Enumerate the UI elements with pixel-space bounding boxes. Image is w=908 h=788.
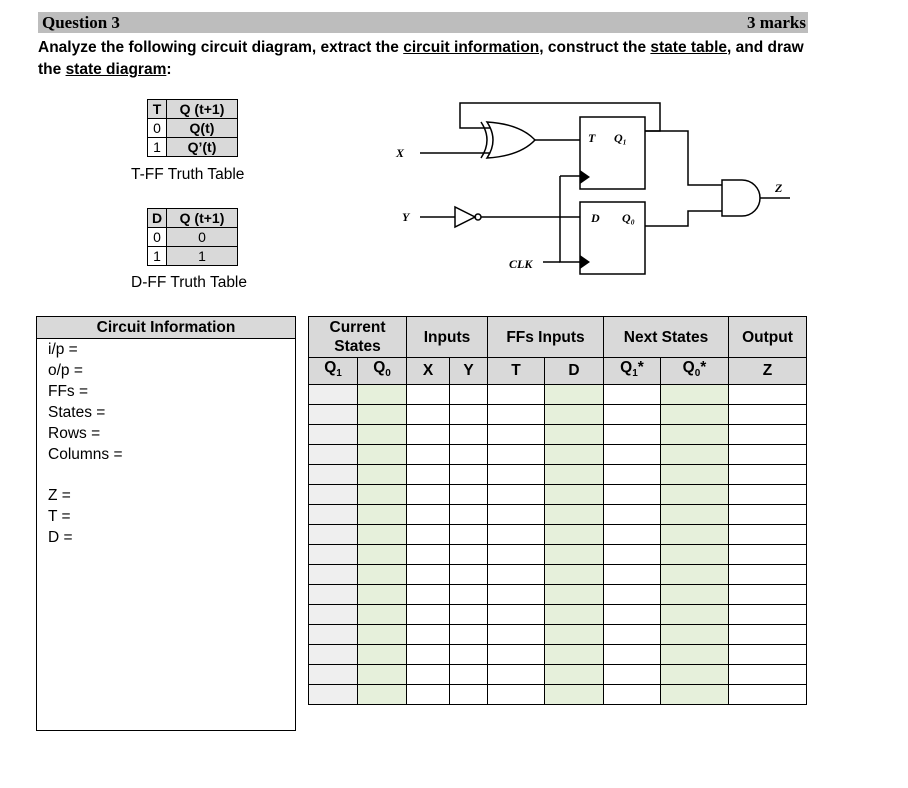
state-cell[interactable] — [309, 465, 358, 485]
state-cell[interactable] — [450, 645, 488, 665]
state-cell[interactable] — [450, 525, 488, 545]
tff-header-q: Q (t+1) — [167, 100, 238, 119]
state-cell[interactable] — [545, 645, 604, 665]
state-cell[interactable] — [450, 485, 488, 505]
state-cell[interactable] — [729, 505, 807, 525]
info-eq-t: T = — [48, 508, 71, 525]
table-row — [309, 485, 807, 505]
state-cell[interactable] — [729, 645, 807, 665]
t-flipflop — [580, 117, 645, 189]
state-cell[interactable] — [488, 385, 545, 405]
tff-truth-table — [147, 99, 238, 157]
state-cell[interactable] — [545, 665, 604, 685]
state-cell[interactable] — [309, 485, 358, 505]
state-cell[interactable] — [661, 605, 729, 625]
state-cell[interactable] — [309, 445, 358, 465]
and-gate — [722, 180, 760, 216]
dff-header-q: Q (t+1) — [167, 209, 238, 228]
instr-underline-3: state diagram — [65, 61, 167, 78]
table-row — [309, 545, 807, 565]
state-cell[interactable] — [309, 545, 358, 565]
state-cell[interactable] — [407, 445, 450, 465]
table-row — [309, 405, 807, 425]
state-cell[interactable] — [729, 445, 807, 465]
dff-header-d: D — [148, 209, 167, 228]
state-cell[interactable] — [358, 585, 407, 605]
state-cell[interactable] — [488, 605, 545, 625]
state-cell[interactable] — [358, 465, 407, 485]
dff-cell: 0 — [148, 228, 167, 247]
group-next-states: Next States — [604, 317, 729, 358]
circuit-info-title: Circuit Information — [37, 317, 295, 339]
state-cell[interactable] — [488, 405, 545, 425]
state-cell[interactable] — [407, 605, 450, 625]
state-cell[interactable] — [729, 585, 807, 605]
state-cell[interactable] — [450, 665, 488, 685]
state-cell[interactable] — [407, 625, 450, 645]
info-eq-z: Z = — [48, 487, 71, 504]
state-cell[interactable] — [407, 585, 450, 605]
state-cell[interactable] — [545, 525, 604, 545]
instr-text-2: construct the — [543, 39, 651, 56]
state-cell[interactable] — [661, 405, 729, 425]
state-cell[interactable] — [358, 425, 407, 445]
table-row — [309, 385, 807, 405]
label-q1: Q₁ — [614, 131, 627, 145]
state-cell[interactable] — [545, 465, 604, 485]
label-q0: Q₀ — [622, 211, 635, 225]
state-cell[interactable] — [545, 425, 604, 445]
state-table — [308, 316, 807, 705]
state-cell[interactable] — [488, 525, 545, 545]
state-cell[interactable] — [488, 565, 545, 585]
state-cell[interactable] — [309, 625, 358, 645]
state-cell[interactable] — [604, 465, 661, 485]
state-cell[interactable] — [309, 605, 358, 625]
state-cell[interactable] — [604, 485, 661, 505]
q1-wire — [645, 131, 722, 185]
state-cell[interactable] — [488, 425, 545, 445]
col-q0-next: $Q_0*$ — [661, 358, 729, 385]
state-cell[interactable] — [604, 645, 661, 665]
state-cell[interactable] — [545, 625, 604, 645]
col-x: X — [407, 358, 450, 385]
state-cell[interactable] — [309, 385, 358, 405]
table-row — [309, 605, 807, 625]
state-cell[interactable] — [358, 685, 407, 705]
state-cell[interactable] — [604, 405, 661, 425]
q0-wire — [645, 211, 722, 226]
instructions — [38, 37, 818, 81]
label-z: Z — [775, 181, 783, 195]
instr-underline-1: circuit information, — [403, 39, 544, 56]
state-cell[interactable] — [309, 665, 358, 685]
table-row — [309, 565, 807, 585]
tff-header-t: T — [148, 100, 167, 119]
state-cell[interactable] — [407, 545, 450, 565]
state-cell[interactable] — [450, 625, 488, 645]
inverter-gate — [455, 207, 475, 227]
state-cell[interactable] — [450, 545, 488, 565]
state-cell[interactable] — [604, 625, 661, 645]
state-cell[interactable] — [661, 685, 729, 705]
tff-cell: Q’(t) — [167, 138, 238, 157]
state-cell[interactable] — [309, 505, 358, 525]
table-row — [309, 645, 807, 665]
tff-cell: 1 — [148, 138, 167, 157]
state-cell[interactable] — [407, 565, 450, 585]
label-y: Y — [402, 210, 410, 224]
table-row — [309, 625, 807, 645]
state-cell[interactable] — [661, 505, 729, 525]
label-clk: CLK — [509, 257, 533, 271]
state-cell[interactable] — [661, 645, 729, 665]
state-cell[interactable] — [661, 585, 729, 605]
state-cell[interactable] — [450, 685, 488, 705]
state-cell[interactable] — [450, 405, 488, 425]
state-cell[interactable] — [545, 485, 604, 505]
state-cell[interactable] — [661, 665, 729, 685]
state-cell[interactable] — [358, 545, 407, 565]
state-cell[interactable] — [729, 605, 807, 625]
state-cell[interactable] — [729, 685, 807, 705]
state-cell[interactable] — [604, 605, 661, 625]
state-cell[interactable] — [488, 505, 545, 525]
state-cell[interactable] — [729, 385, 807, 405]
state-cell[interactable] — [309, 685, 358, 705]
state-cell[interactable] — [407, 525, 450, 545]
state-cell[interactable] — [604, 445, 661, 465]
col-d: D — [545, 358, 604, 385]
state-cell[interactable] — [450, 385, 488, 405]
table-row — [309, 665, 807, 685]
info-rows: Rows = — [48, 425, 101, 442]
group-output: Output — [729, 317, 807, 358]
state-cell[interactable] — [309, 645, 358, 665]
state-cell[interactable] — [661, 485, 729, 505]
state-cell[interactable] — [729, 405, 807, 425]
state-cell[interactable] — [545, 685, 604, 705]
table-row — [309, 445, 807, 465]
state-cell[interactable] — [488, 465, 545, 485]
col-y: Y — [450, 358, 488, 385]
state-cell[interactable] — [661, 565, 729, 585]
state-cell[interactable] — [358, 565, 407, 585]
label-x: X — [396, 146, 405, 160]
state-cell[interactable] — [358, 605, 407, 625]
instr-text-4: : — [166, 61, 172, 78]
state-cell[interactable] — [309, 405, 358, 425]
state-cell[interactable] — [604, 665, 661, 685]
dff-cell: 0 — [167, 228, 238, 247]
state-cell[interactable] — [545, 445, 604, 465]
state-cell[interactable] — [358, 445, 407, 465]
state-cell[interactable] — [488, 585, 545, 605]
table-row — [309, 425, 807, 445]
state-cell[interactable] — [407, 685, 450, 705]
circuit-information-box — [36, 316, 296, 731]
state-cell[interactable] — [407, 645, 450, 665]
state-cell[interactable] — [729, 625, 807, 645]
state-cell[interactable] — [358, 485, 407, 505]
state-cell[interactable] — [488, 645, 545, 665]
state-cell[interactable] — [604, 545, 661, 565]
state-cell[interactable] — [407, 425, 450, 445]
group-inputs: Inputs — [407, 317, 488, 358]
table-row — [309, 505, 807, 525]
col-q1: $Q_1$ — [309, 358, 358, 385]
state-cell[interactable] — [729, 525, 807, 545]
state-cell[interactable] — [309, 565, 358, 585]
state-cell[interactable] — [661, 465, 729, 485]
tff-cell: 0 — [148, 119, 167, 138]
state-cell[interactable] — [358, 645, 407, 665]
state-cell[interactable] — [604, 525, 661, 545]
col-z: Z — [729, 358, 807, 385]
dff-cell: 1 — [148, 247, 167, 266]
info-states: States = — [48, 404, 106, 421]
state-cell[interactable] — [358, 405, 407, 425]
state-cell[interactable] — [604, 585, 661, 605]
instr-underline-2: state table — [650, 39, 728, 56]
table-row — [309, 465, 807, 485]
state-cell[interactable] — [545, 505, 604, 525]
state-cell[interactable] — [450, 465, 488, 485]
state-cell[interactable] — [450, 605, 488, 625]
instr-text-3: , and draw the — [38, 39, 804, 78]
state-cell[interactable] — [488, 445, 545, 465]
state-cell[interactable] — [450, 445, 488, 465]
state-cell[interactable] — [450, 565, 488, 585]
state-cell[interactable] — [729, 485, 807, 505]
state-cell[interactable] — [309, 525, 358, 545]
state-cell[interactable] — [488, 685, 545, 705]
col-q0: $Q_0$ — [358, 358, 407, 385]
label-t: T — [588, 131, 596, 145]
state-cell[interactable] — [661, 445, 729, 465]
state-cell[interactable] — [729, 665, 807, 685]
state-cell[interactable] — [661, 385, 729, 405]
tff-cell: Q(t) — [167, 119, 238, 138]
state-cell[interactable] — [545, 385, 604, 405]
info-ffs: FFs = — [48, 383, 89, 400]
state-cell[interactable] — [407, 485, 450, 505]
state-cell[interactable] — [545, 605, 604, 625]
state-cell[interactable] — [545, 405, 604, 425]
state-cell[interactable] — [450, 425, 488, 445]
state-cell[interactable] — [729, 425, 807, 445]
state-cell[interactable] — [407, 385, 450, 405]
dff-cell: 1 — [167, 247, 238, 266]
xor-gate — [487, 122, 535, 158]
state-cell[interactable] — [545, 585, 604, 605]
state-cell[interactable] — [604, 685, 661, 705]
state-cell[interactable] — [661, 525, 729, 545]
label-d: D — [591, 211, 600, 225]
group-current-states: Current States — [309, 317, 407, 358]
state-cell[interactable] — [450, 585, 488, 605]
d-clock-triangle — [580, 255, 590, 269]
state-cell[interactable] — [488, 625, 545, 645]
state-cell[interactable] — [358, 665, 407, 685]
state-cell[interactable] — [358, 505, 407, 525]
state-cell[interactable] — [729, 545, 807, 565]
state-cell[interactable] — [407, 505, 450, 525]
info-op: o/p = — [48, 362, 83, 379]
state-cell[interactable] — [358, 525, 407, 545]
question-title: Question 3 — [42, 13, 120, 32]
state-cell[interactable] — [407, 405, 450, 425]
state-cell[interactable] — [450, 505, 488, 525]
state-cell[interactable] — [407, 465, 450, 485]
state-cell[interactable] — [729, 465, 807, 485]
state-cell[interactable] — [309, 585, 358, 605]
state-cell[interactable] — [604, 565, 661, 585]
instr-text-1: Analyze the following circuit diagram, extract the — [38, 39, 404, 56]
info-columns: Columns = — [48, 446, 123, 463]
dff-caption: D-FF Truth Table — [131, 274, 248, 291]
question-marks: 3 marks — [746, 13, 806, 32]
clk-branch — [560, 176, 580, 262]
state-cell[interactable] — [358, 625, 407, 645]
table-row — [309, 585, 807, 605]
circuit-diagram — [388, 96, 798, 281]
state-cell[interactable] — [729, 565, 807, 585]
state-cell[interactable] — [661, 625, 729, 645]
state-cell[interactable] — [358, 385, 407, 405]
table-row — [309, 525, 807, 545]
state-cell[interactable] — [488, 545, 545, 565]
state-cell[interactable] — [604, 385, 661, 405]
state-cell[interactable] — [604, 505, 661, 525]
info-ip: i/p = — [48, 341, 78, 358]
state-cell[interactable] — [309, 425, 358, 445]
state-cell[interactable] — [407, 665, 450, 685]
col-t: T — [488, 358, 545, 385]
state-cell[interactable] — [661, 425, 729, 445]
t-clock-triangle — [580, 170, 590, 184]
tff-caption: T-FF Truth Table — [131, 166, 245, 183]
state-cell[interactable] — [488, 665, 545, 685]
table-row — [309, 685, 807, 705]
group-ffs-inputs: FFs Inputs — [488, 317, 604, 358]
state-cell[interactable] — [488, 485, 545, 505]
d-flipflop — [580, 202, 645, 274]
state-cell[interactable] — [661, 545, 729, 565]
state-cell[interactable] — [545, 545, 604, 565]
col-q1-next: $Q_1*$ — [604, 358, 661, 385]
state-cell[interactable] — [604, 425, 661, 445]
info-eq-d: D = — [48, 529, 73, 546]
question-header — [38, 12, 808, 33]
dff-truth-table — [147, 208, 238, 266]
state-cell[interactable] — [545, 565, 604, 585]
